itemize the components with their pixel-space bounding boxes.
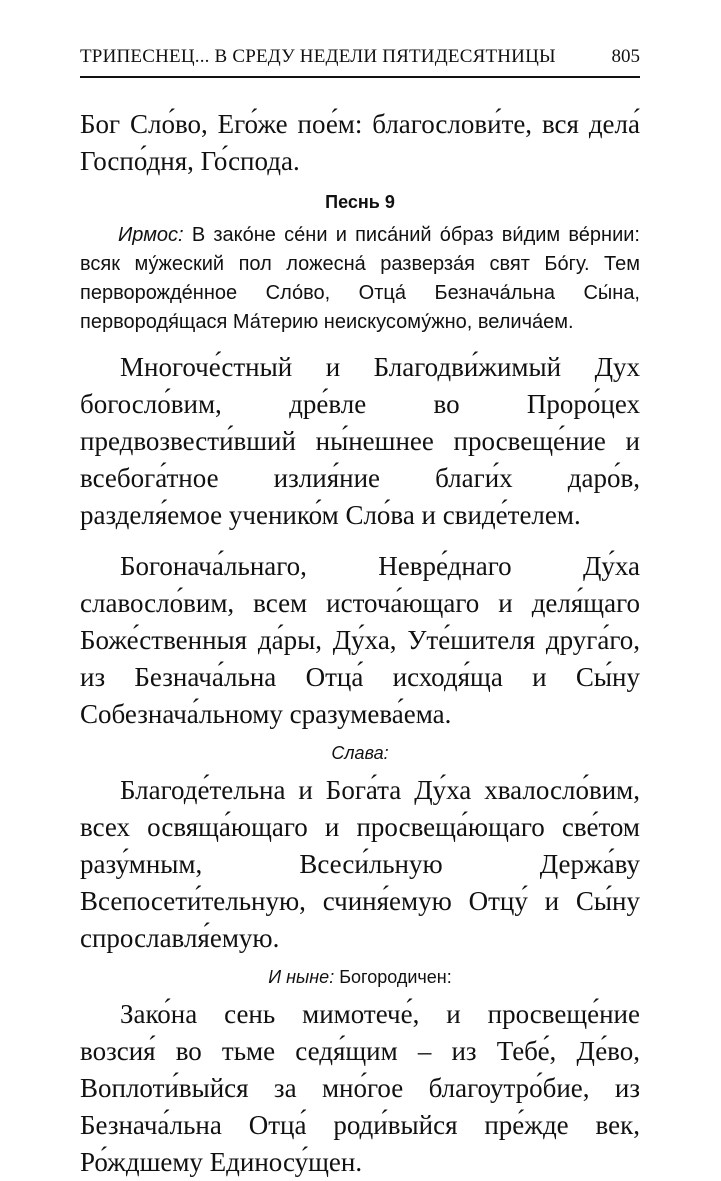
troparion-1: Многоче́стный и Благодви́жимый Дух богосло́вим, дре́вле во Проро́цех предвозвести́вший ны́нешнее просвеще́ние и всебога́тное излия́ние благи́х даро́в, разделя́емое ученико́м Сло́ва и свиде́телем. bbox=[80, 352, 640, 530]
glory-label: Слава: bbox=[331, 743, 389, 763]
book-page bbox=[80, 40, 640, 1181]
and-now-label: И ныне: bbox=[268, 967, 335, 987]
troparion-2: Богонача́льнаго, Невре́днаго Ду́ха славосло́вим, всем источа́ющаго и деля́щаго Боже́ственныя да́ры, Ду́ха, Уте́шителя друга́го, из Безнача́льна Отца́ исходя́ща и Сы́ну Собезнача́льному сразумева́ема. bbox=[80, 551, 640, 729]
irmos-paragraph bbox=[80, 221, 640, 337]
theotokion-paragraph: Зако́на сень мимотече́, и просвеще́ние возсия́ во тьме седя́щим – из Тебе́, Де́во, Воплоти́выйся за мно́гое благоутро́бие, из Безнача́льна Отца́ роди́выйся пре́жде век, Ро́ждшему Единосу́щен. bbox=[80, 999, 640, 1177]
theotokion-heading bbox=[80, 967, 640, 988]
song-title: Песнь 9 bbox=[325, 192, 395, 212]
intro-paragraph: Бог Сло́во, Его́же пое́м: благослови́те, вся дела́ Госпо́дня, Го́спода. bbox=[80, 109, 640, 176]
theotokion-label: Богородичен: bbox=[334, 967, 452, 987]
page-number: 805 bbox=[611, 46, 640, 67]
running-title: ТРИПЕСНЕЦ... В СРЕДУ НЕДЕЛИ ПЯТИДЕСЯТНИЦЫ bbox=[80, 46, 556, 67]
troparion-3: Благоде́тельна и Бога́та Ду́ха хвалосло́вим, всех освяща́ющаго и просвеща́ющаго све́том разу́мным, Всеси́льную Держа́ву Всепосети́тельную, счиня́емую Отцу́ и Сы́ну спрославля́емую. bbox=[80, 775, 640, 953]
page-header bbox=[80, 40, 640, 78]
irmos-text: В зако́не се́ни и писа́ний о́браз ви́дим ве́рнии: всяк му́жеский пол ложесна́ разверза́я свят Бо́гу. Тем перворожде́нное Сло́во, Отца́ Безнача́льна Сы́на, первородя́щася Ма́терию неискусому́жно, велича́ем. bbox=[80, 224, 640, 333]
irmos-label: Ирмос: bbox=[118, 224, 184, 246]
